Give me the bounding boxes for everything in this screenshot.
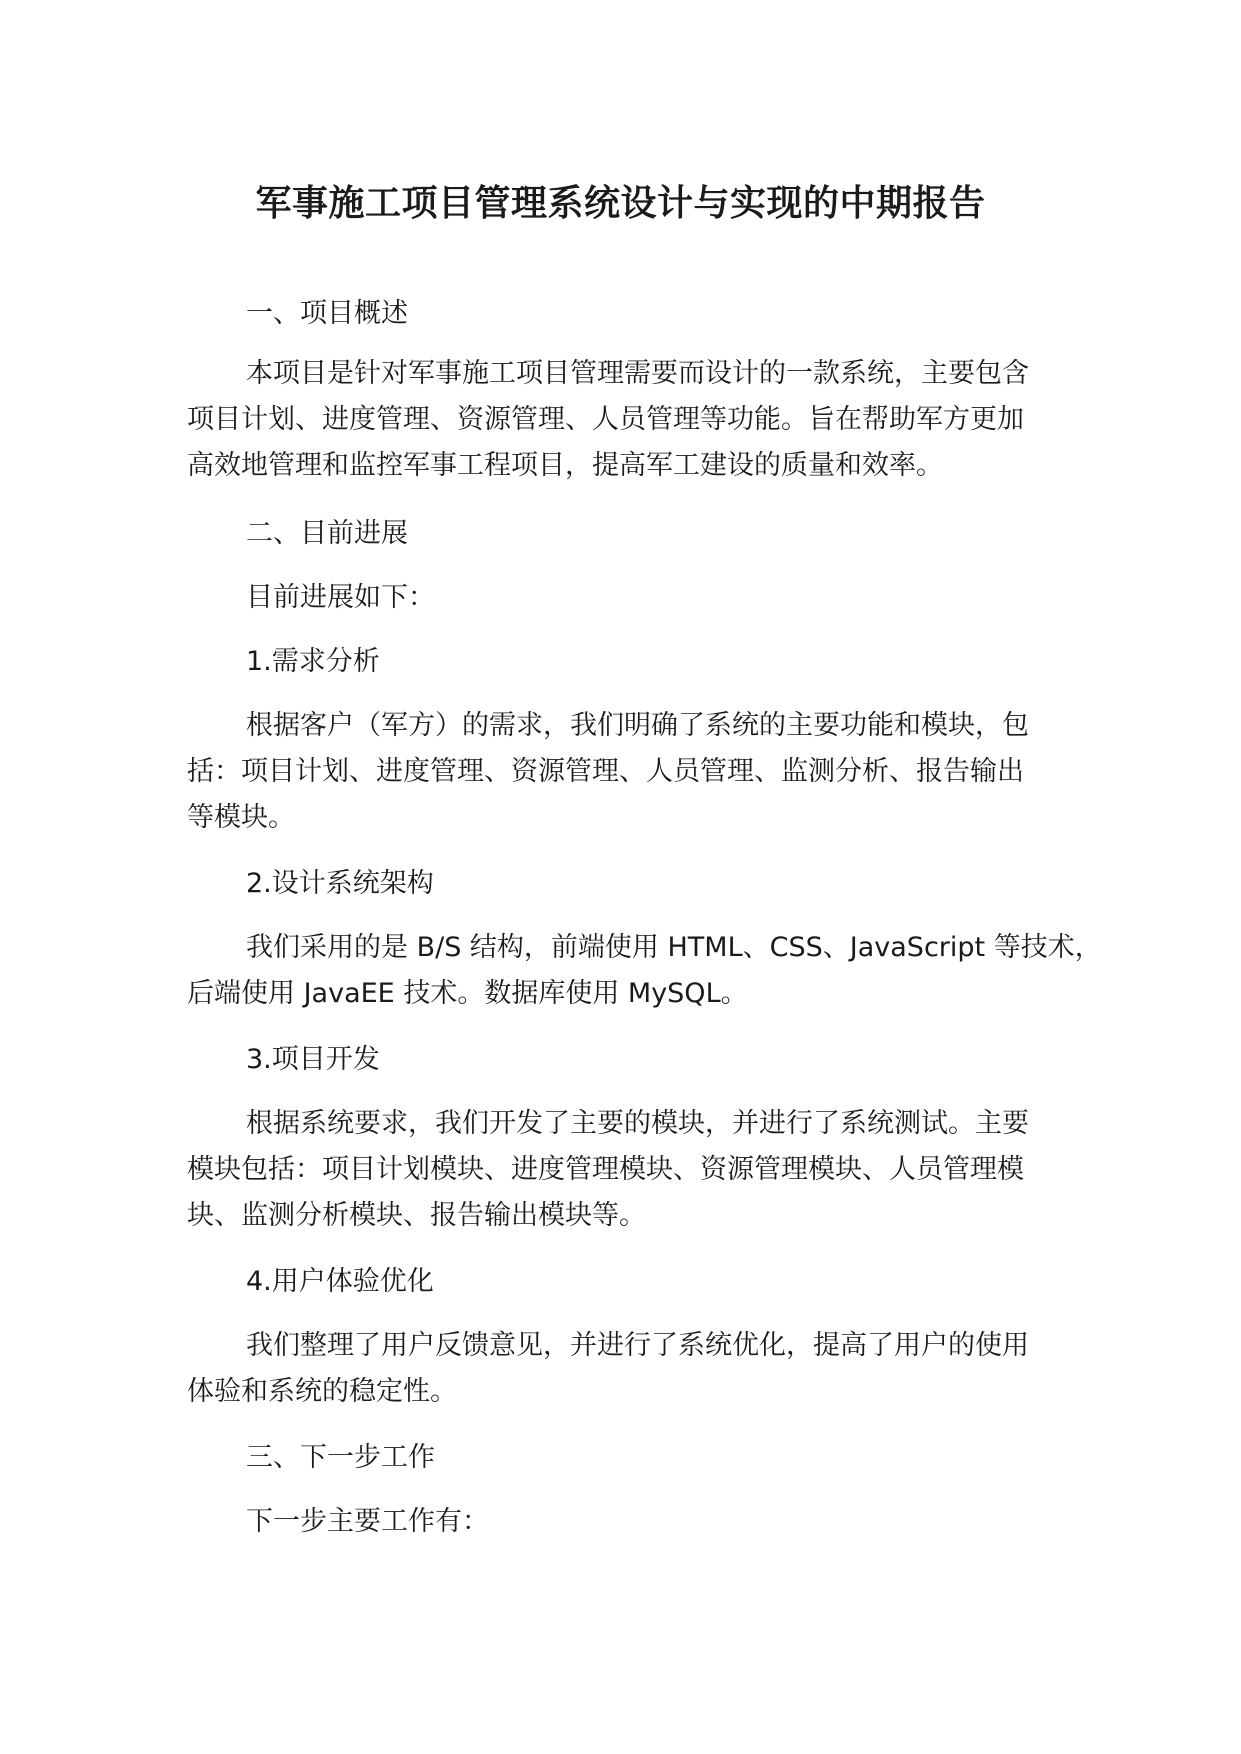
paragraph-line: 根据系统要求，我们开发了主要的模块，并进行了系统测试。主要 (246, 1108, 1029, 1139)
paragraph-line: 本项目是针对军事施工项目管理需要而设计的一款系统，主要包含 (246, 358, 1029, 389)
paragraph-line: 项目计划、进度管理、资源管理、人员管理等功能。旨在帮助军方更加 (187, 404, 1024, 435)
paragraph-line: 目前进展如下： (246, 582, 435, 613)
section-heading-next-steps: 三、下一步工作 (246, 1442, 435, 1473)
subheading-requirements: 1.需求分析 (246, 646, 380, 677)
paragraph-line: 块、监测分析模块、报告输出模块等。 (187, 1200, 646, 1231)
paragraph-line: 我们采用的是 B/S 结构，前端使用 HTML、CSS、JavaScript 等技术， (246, 932, 1102, 963)
paragraph-line: 下一步主要工作有： (246, 1506, 489, 1537)
subheading-development: 3.项目开发 (246, 1044, 380, 1075)
paragraph-line: 括：项目计划、进度管理、资源管理、人员管理、监测分析、报告输出 (187, 756, 1024, 787)
paragraph-line: 高效地管理和监控军事工程项目，提高军工建设的质量和效率。 (187, 450, 943, 481)
paragraph-line: 体验和系统的稳定性。 (187, 1376, 457, 1407)
section-heading-progress: 二、目前进展 (246, 518, 408, 549)
section-heading-overview: 一、项目概述 (246, 298, 408, 329)
paragraph-line: 后端使用 JavaEE 技术。数据库使用 MySQL。 (187, 978, 748, 1009)
subheading-ux: 4.用户体验优化 (246, 1266, 434, 1297)
subheading-architecture: 2.设计系统架构 (246, 868, 434, 899)
paragraph-line: 模块包括：项目计划模块、进度管理模块、资源管理模块、人员管理模 (187, 1154, 1024, 1185)
paragraph-line: 我们整理了用户反馈意见，并进行了系统优化，提高了用户的使用 (246, 1330, 1029, 1361)
paragraph-line: 根据客户（军方）的需求，我们明确了系统的主要功能和模块，包 (246, 710, 1029, 741)
paragraph-line: 等模块。 (187, 802, 295, 833)
document-title: 军事施工项目管理系统设计与实现的中期报告 (255, 183, 986, 224)
